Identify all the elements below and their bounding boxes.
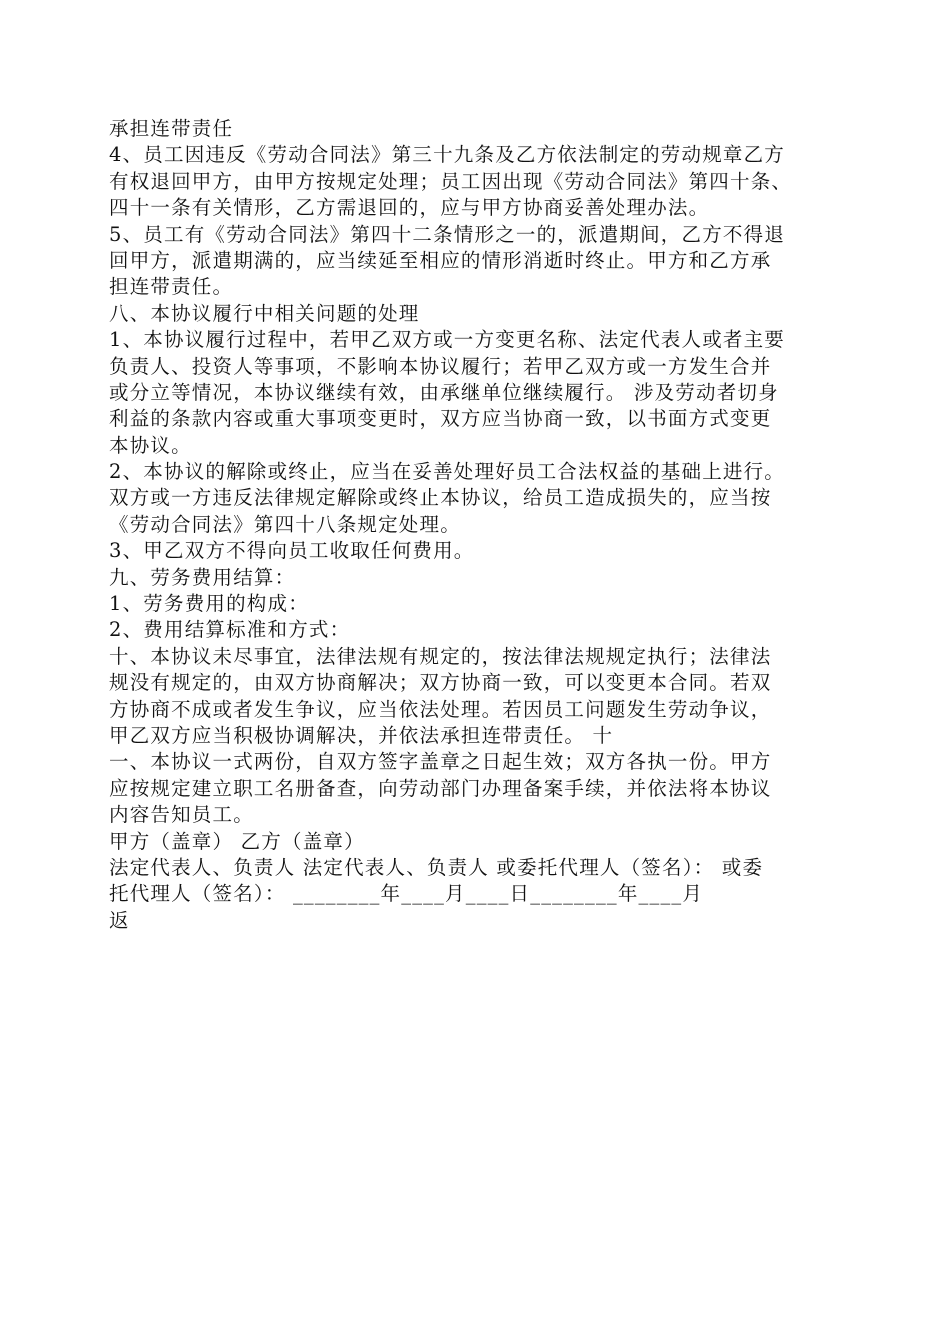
text-line: 本协议。 <box>109 433 192 457</box>
text-line: 一、本协议一式两份，自双方签字盖章之日起生效；双方各执一份。甲方 <box>109 750 772 774</box>
text-line: 双方或一方违反法律规定解除或终止本协议，给员工造成损失的，应当按 <box>109 486 772 510</box>
text-line: 内容告知员工。 <box>109 803 254 827</box>
text-line: 2、费用结算标准和方式： <box>109 618 351 642</box>
text-line: 有权退回甲方，由甲方按规定处理；员工因出现《劳动合同法》第四十条、 <box>109 169 793 193</box>
text-line: 规没有规定的，由双方协商解决；双方协商一致，可以变更本合同。若双 <box>109 671 772 695</box>
signature-parties: 甲方（盖章） 乙方（盖章） <box>109 829 365 853</box>
text-line: 四十一条有关情形，乙方需退回的，应与甲方协商妥善处理办法。 <box>109 196 710 220</box>
text-line: 《劳动合同法》第四十八条规定处理。 <box>109 512 461 536</box>
text-line: 担连带责任。 <box>109 275 234 299</box>
date-line: 托代理人（签名）： ________年____月____日________年____月 <box>109 882 704 906</box>
text-line: 或分立等情况，本协议继续有效，由承继单位继续履行。 涉及劳动者切身 <box>109 380 779 404</box>
text-line: 4、员工因违反《劳动合同法》第三十九条及乙方依法制定的劳动规章乙方 <box>109 143 786 167</box>
text-line: 3、甲乙双方不得向员工收取任何费用。 <box>109 539 475 563</box>
text-line: 方协商不成或者发生争议，应当依法处理。若因员工问题发生劳动争议， <box>109 697 772 721</box>
text-line: 应按规定建立职工名册备查，向劳动部门办理备案手续，并依法将本协议 <box>109 776 772 800</box>
text-line: 回甲方，派遣期满的，应当续延至相应的情形消逝时终止。甲方和乙方承 <box>109 248 772 272</box>
text-line: 返 <box>109 908 130 932</box>
text-line: 5、员工有《劳动合同法》第四十二条情形之一的，派遣期间，乙方不得退 <box>109 222 786 246</box>
section-heading: 九、劳务费用结算： <box>109 565 296 589</box>
document-body <box>109 116 849 934</box>
signature-line: 法定代表人、负责人 法定代表人、负责人 或委托代理人（签名）： 或委 <box>109 855 764 879</box>
section-heading: 十、本协议未尽事宜，法律法规有规定的，按法律法规规定执行；法律法 <box>109 644 772 668</box>
text-line: 承担连带责任 <box>109 117 234 140</box>
text-line: 负责人、投资人等事项，不影响本协议履行；若甲乙双方或一方发生合并 <box>109 354 772 378</box>
text-line: 2、本协议的解除或终止，应当在妥善处理好员工合法权益的基础上进行。 <box>109 460 786 484</box>
text-line: 甲乙双方应当积极协调解决，并依法承担连带责任。 十 <box>109 723 614 747</box>
text-line: 1、劳务费用的构成： <box>109 592 309 616</box>
text-line: 利益的条款内容或重大事项变更时，双方应当协商一致，以书面方式变更 <box>109 407 772 431</box>
text-line: 1、本协议履行过程中，若甲乙双方或一方变更名称、法定代表人或者主要 <box>109 328 786 352</box>
section-heading: 八、本协议履行中相关问题的处理 <box>109 301 420 325</box>
